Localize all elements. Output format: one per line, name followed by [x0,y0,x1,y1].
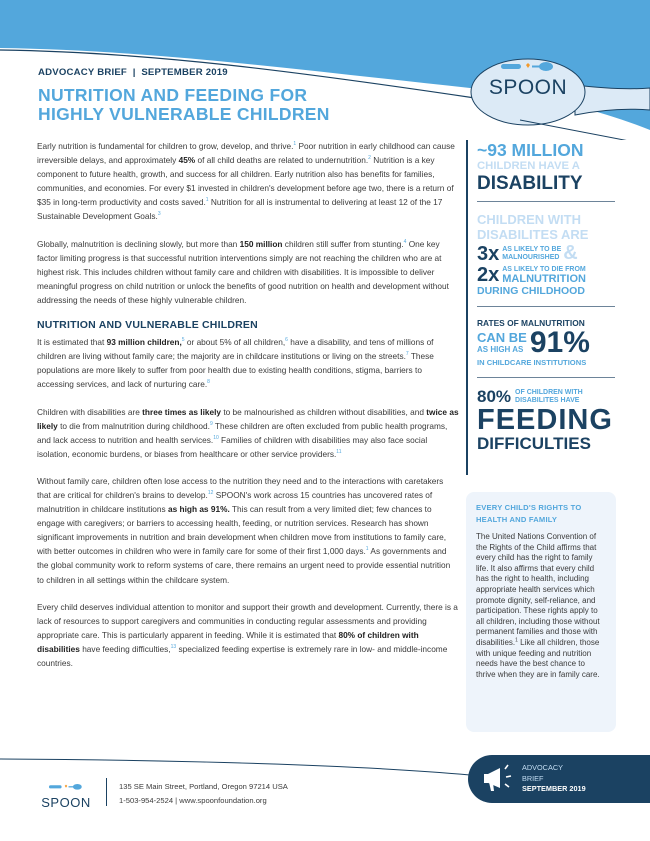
separator: | [175,796,178,805]
advocacy-brief-badge [468,755,650,803]
stat-big: ~93 MILLION [477,140,584,160]
rights-callout-box [466,492,616,732]
callout-text: Like all children, those with unique feeding and nutrition needs have the best chance to thrive when they are in family care. [476,637,600,679]
stat-text: AS HIGH AS [477,345,524,354]
footnote-ref: 1 [293,141,297,147]
badge-date: SEPTEMBER 2019 [522,784,586,793]
stat-line: DURING CHILDHOOD [477,285,585,297]
stat-disability [477,140,615,202]
stat-text: AS LIKELY TO DIE FROM [502,265,586,273]
paragraph-text: It is estimated that [37,337,107,348]
footnote-ref: 1 [515,637,518,644]
stat-end: DISABILITY [477,173,583,194]
footer-website-link[interactable]: www.spoonfoundation.org [179,796,267,805]
stat-line: CHILDREN WITH [477,212,581,227]
paragraph-text: to die from malnutrition during childhood. [57,420,210,431]
bold-highlight: twice as likely [37,406,459,431]
badge-line: BRIEF [522,773,544,783]
footnote-ref: 1 [365,546,369,553]
footer-spoon-logo [36,777,96,810]
main-article [37,139,459,683]
paragraph-text: specialized feeding expertise is extremely rare in low- and middle-income countries. [37,643,448,668]
bold-highlight: 150 million [239,238,283,249]
stat-text: CAN BE [477,330,527,345]
stat-text: AS LIKELY TO BE [502,245,562,253]
paragraph-text: Without family care, children often lose access to the nutrition they need and to the interactions with caretakers that are critical for children's brains to develop. [37,475,444,500]
paragraph-text: Nutrition for all is instrumental to delivering at least 12 of the 17 Sustainable Development Goals. [37,197,443,222]
paragraph-text: to be malnourished as children without disabilities, and [221,406,427,417]
body-paragraph [37,237,459,307]
paragraph-text: Poor nutrition in early childhood can cause irreversible delays, and approximately [37,141,455,166]
body-paragraph [37,405,459,461]
bold-highlight: three times as likely [142,406,222,417]
spoon-logo-icon [501,61,555,71]
callout-body [476,532,606,680]
paragraph-text: This can result from a very limited diet; few chances to engage with caregivers; or barriers to accessing health, feeding, or nutrition services. Research has shown significant improvements in nutrition and brain development when children move from institutions to family care, with better outcomes in children who were in family care for some of their first 1,000 days. [37,504,447,557]
paragraph-text: have feeding difficulties, [79,643,171,654]
section-paragraphs [37,335,459,670]
megaphone-icon [482,763,516,795]
footnote-ref: 11 [336,448,342,455]
footer-phone: 1-503-954-2524 [119,796,174,805]
callout-heading: EVERY CHILD'S RIGHTS TO HEALTH AND FAMILY [476,503,582,524]
spoon-logo [478,58,578,100]
brief-kicker: ADVOCACY BRIEF | SEPTEMBER 2019 [38,67,228,78]
paragraph-text: Families of children with disabilities may also face social isolation, economic burdens, or biases from healthcare or other service providers. [37,434,428,459]
page-title [38,86,330,124]
stat-2x-text [502,266,586,285]
stat-2x: 2x [477,264,500,286]
spoon-logo-icon [49,783,83,790]
stat-rates-text [477,331,527,355]
paragraph-text: These children are often excluded from public health programs, and lack access to nutrition and health services. [37,420,448,445]
badge-line: ADVOCACY [522,763,563,772]
paragraph-text: SPOON's work across 15 countries has uncovered rates of malnutrition in childcare institutions [37,489,433,515]
paragraph-text: of all child deaths are related to undernutrition. [195,155,369,166]
footnote-ref: 13 [170,643,177,650]
stat-3x-text [502,246,561,262]
paragraph-text: Globally, malnutrition is declining slowly, but more than [37,238,240,249]
body-paragraph [37,600,459,670]
bold-highlight: as high as 91%. [167,504,230,515]
stat-line: DISABILITES ARE [477,227,589,242]
ampersand: & [563,242,578,264]
footer-divider [106,778,107,806]
paragraph-text: Nutrition is a key component to future health, growth, and success for all children. Early nutrition also has benefits for families, communities, and economies. For every $1 invested in children's development before age two, there is a return of $35 in long-term productivity and costs saved. [37,155,454,208]
paragraph-text: Early nutrition is fundamental for children to grow, develop, and thrive. [37,141,294,151]
stat-rates [477,317,615,378]
paragraph-text: have a disability, and tens of millions of children are living without family care; the majority are in childcare institutions or living on the streets. [37,337,434,362]
section-heading: NUTRITION AND VULNERABLE CHILDREN [37,319,258,332]
footer-address: 135 SE Main Street, Portland, Oregon 97214 USA [119,782,288,791]
footer-contact [119,780,288,808]
body-paragraph [37,474,459,587]
footnote-ref: 3 [157,211,161,218]
footnote-ref: 5 [181,337,185,344]
footnote-ref: 6 [285,337,288,344]
footnote-ref: 12 [207,489,214,496]
stat-feeding-text [515,389,583,405]
stat-big: FEEDING [477,404,613,436]
intro-paragraphs [37,139,459,307]
logo-wordmark: SPOON [488,76,568,99]
footnote-ref: 1 [205,197,209,204]
title-line-1: NUTRITION AND FEEDING FOR [38,85,308,105]
callout-text: The United Nations Convention of the Rights of the Child affirms that every child has the right to family life. It also affirms that every child has the right to health, including appropriate health services which promote dignity, self-reliance, and participation. These rights apply to all children, including those without permanent families and those with disabilities. [476,532,600,647]
badge-text [522,763,586,795]
footnote-ref: 8 [207,379,210,386]
footnote-ref: 2 [368,155,371,162]
paragraph-text: As governments and the global community work to reform systems of care, there remains an urgent need to provide essential nutrition to children in all settings within the childcare system. [37,546,451,585]
stat-text: DISABILITES HAVE [515,397,580,404]
stat-3x: 3x [477,242,500,265]
paragraph-text: Every child deserves individual attention to monitor and support their growth and development. Currently, there is a lack of resources to support caregivers and communities in conducting regular assessments and providing appropriate care. This is particularly apparent in feeding. While it is estimated that [37,601,458,640]
paragraph-text: or about 5% of all children, [184,337,286,348]
stat-likelihood [477,212,615,307]
body-paragraph [37,139,459,224]
stat-mid: CHILDREN HAVE A [477,160,580,172]
footnote-ref: 7 [405,351,409,358]
bold-highlight: 93 million children, [106,337,182,348]
stat-91-percent: 91% [529,326,590,359]
title-line-2: HIGHLY VULNERABLE CHILDREN [38,104,330,124]
paragraph-text: children still suffer from stunting. [282,238,404,249]
footnote-ref: 10 [213,434,219,441]
footnote-ref: 4 [403,238,407,245]
stat-line: RATES OF MALNUTRITION [477,318,585,328]
body-paragraph [37,335,459,391]
logo-wordmark: SPOON [41,795,91,810]
stat-line: IN CHILDCARE INSTITUTIONS [477,358,587,367]
stat-text: MALNOURISHED [502,253,560,261]
stat-text: OF CHILDREN WITH [515,389,583,396]
footnote-ref: 9 [209,420,213,427]
bold-highlight: 80% of children with disabilities [37,629,419,654]
stat-text: MALNUTRITION [502,272,586,285]
stat-end: DIFFICULTIES [477,434,591,453]
stat-80-percent: 80% [477,387,512,406]
stat-feeding [477,388,615,461]
paragraph-text: One key factor limiting progress is that successful nutrition interventions simply are not reaching the children who are at highest risk. This includes children without family care and children with disabilities. It is impossible to deliver meaningful progress on child nutrition or unlock the benefits of good nutrition on health and development without addressing the needs of these highly vulnerable children. [37,238,449,305]
bold-highlight: 45% [178,155,196,166]
paragraph-text: Children with disabilities are [37,406,143,417]
stats-sidebar [477,140,615,471]
sidebar-divider-line [466,140,468,475]
paragraph-text: These populations are more likely to suffer from poor health due to existing health conditions, stigma, barriers to accessing services, and lack of nurturing care. [37,351,434,390]
